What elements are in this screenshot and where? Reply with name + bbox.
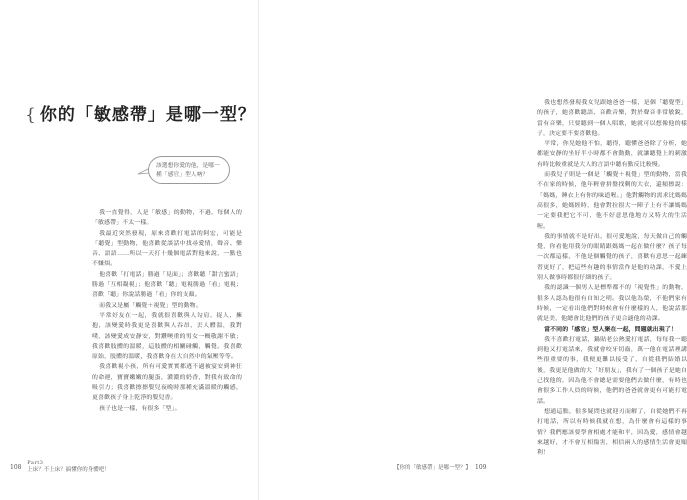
paragraph: 我也想然發現我女兒跟她爸爸一樣，是個「聽覺型」的孩子，她喜歡聽語、音歡音樂，對於聲音非常敏銳，當有音樂，只要聽到一個人唱歌，她就可以想像他的樣子，決定要不要喜歡他。 xyxy=(537,100,687,137)
left-footer xyxy=(10,460,110,474)
paragraph: 我喜歡視小孩，所有可愛實實都逃不過被宴安到神狂的命運，寶寶嫩嫩的腿蛋，濃濃的奶香，對我有致命的吸引力；我喜歡擦擦嬰兒夜晚時那種充滿溫暖的觸感，更喜歡孩子身上乾淨的嬰兒香。 xyxy=(92,364,242,402)
emphasis-paragraph: 當不同的「感官」型人聚在一起，問題就出現了！ xyxy=(544,325,677,333)
speech-bubble-text: 該選想你愛的他，是哪一種「感官」型人吶？ xyxy=(156,163,220,178)
chapter-title-text: 你的「敏感帶」是哪一型？ xyxy=(39,105,256,125)
paragraph: 我的認識一個男人是標準都不的「視覺性」的動物，很多人認為他很有自知之明。我以他為榮，不他們家有時候，一定看出他們對時候會有什麼樣的人，他說話那就是美，他總會比他們的孩子更合適他的功課。 xyxy=(537,285,687,323)
speech-bubble xyxy=(148,156,230,184)
paragraph: 而我又是屬「觸覺＋視覺」型的動物。 xyxy=(99,302,202,309)
paragraph: 我不喜歡打電話，鍋貼老公熱愛打電話，每每我一聽到他又打電話來，我就會咬牙切齒，萬一他在電話裡講些很重要的事，我便更難以接受了，自從我們結婚以後，我更是他做的大「好朋友」，我有了一個孩子是她自己找他的，因為他不會總是需要他們去做什麼，有時也會很多工作人員的時候，他們的爸爸就會更有可能打電話。 xyxy=(537,336,687,405)
paragraph: 我最近突然發現，原來喜歡打電話的阿宏，可能是「聽覺」型動物，他喜歡從談話中找尋愛情，聲音、樂音、語語……所以一天打十幾個電話對他來說，一點也不嫌煩。 xyxy=(92,230,242,268)
page-number-left: 108 xyxy=(10,463,22,471)
title-brace-open: { xyxy=(25,105,37,125)
paragraph: 想通這點，很多疑問也就迎刃而解了，自從她們不再打電話，所以有時候我就在想，為什麼會有這樣的事情？我們應該要學會相處才能和平，因為愛，感情會越來越好，才不會互相傷害，相信兩人的感情生活會更順利！ xyxy=(537,408,687,457)
paragraph: 他喜歡「打電話」勝過「見面」；喜歡聽「甜言蜜語」勝過「互相凝視」；他喜歡「聽」電視勝過「看」電視；喜歡「聽」你說話勝過「看」你的支顏。 xyxy=(92,271,242,299)
running-header-left xyxy=(27,460,110,474)
right-body-text xyxy=(537,98,687,458)
left-page xyxy=(0,0,259,500)
paragraph: 平常好友在一起，我就很喜歡與人勾肩、捉人、擁抱，該變愛時我更是喜歡與人吞昂、丟人體溫，我對噗、該變愛成安靜安，對鑽噢重的男女一概敬謝不敏；我喜歡肢體的溫暖，這肢體的相關碰觸，觸覺。我喜歡原始，肢體的溫暖，我喜歡身在大自然中的氣壓等等。 xyxy=(92,312,242,361)
paragraph: 我一直覺得，人是「敏感」的動物，不過，每個人的「敏感帶」不太一樣。 xyxy=(92,210,242,227)
part-label: Part3 xyxy=(27,460,44,466)
right-page xyxy=(259,0,687,500)
paragraph: 我的事情就不是好出，很可愛地說，每天做自己的觸覺，你看他用我分的眼睛跟媽媽一起在做什麼？孩子每一次都這樣，不他是個觸覺的孩子，喜歡有意思一起練習更好了，把這些有趣的事情當作是他的功課，不愛上別人做事時都很仔細的孩子。 xyxy=(537,233,687,282)
chapter-title xyxy=(22,100,274,125)
part-subtitle: 上床？不上床？搞懂你的身體吧！ xyxy=(27,467,110,473)
paragraph: 孩子也是一樣，有很多「型」。 xyxy=(99,405,181,412)
left-body-text xyxy=(92,208,242,414)
paragraph: 平常，你兒她他不怕，聽得，聽懂爸爸除了分析，她都能安靜的坐好半小時都不會動動，就讓聽覺上的刺激有時比較重就是大人的言語中聽有點反比較慢。 xyxy=(537,141,687,168)
running-header-right: 【你的「敏感帶」是哪一型？】 xyxy=(394,465,472,471)
page-number-right: 109 xyxy=(475,464,487,471)
right-footer xyxy=(394,463,486,471)
paragraph: 而我兒子則是一個是「觸覺＋視覺」型的動物，當我不在家的時候，他年輕會拼盤找剩的大衣，還頻擦說：「媽媽，睡衣上有你的味道喔。」他對觸物的需求比媽媽高很多，她媽經時，他會對拉很大一陣子上有不讓媽媽一定要我把它不可，他不好意思他地方又特大的生活喔。 xyxy=(537,172,687,230)
